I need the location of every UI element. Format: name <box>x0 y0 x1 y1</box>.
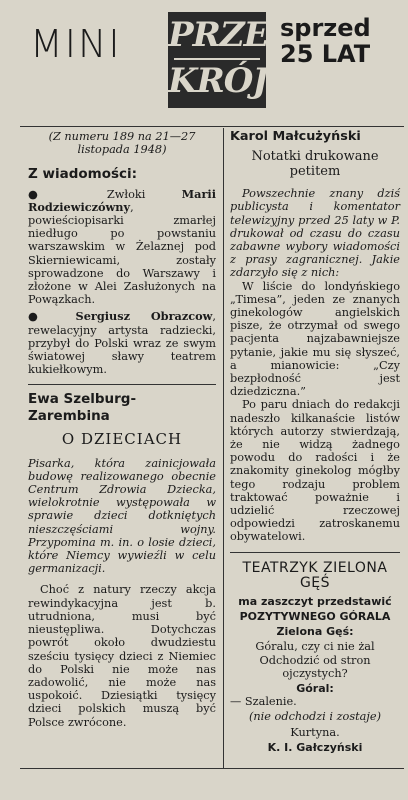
section-divider <box>230 552 400 553</box>
article-body: Choć z natury rzeczy akcja rewindykacyjna jest b. utrudniona, musi być nieustępliwa. Dotychczas powrót około dwudziestu sześciu tysięcy dzieci z Niemiec do Polski nie może nas zadowolić, nie może nas uspokoić. Dziesiątki tysięcy dzieci polskich muszą być Polsce zwrócone. <box>28 583 216 729</box>
bottom-rule <box>20 768 404 769</box>
przekroj-logo <box>168 12 269 108</box>
article-body-1: W liście do londyńskiego „Timesa”, jeden ze znanych ginekologów angielskich pisze, że otrzymał od swego pacjenta najzabawniejsze pytanie, jakie mu się słyszeć, a mianowicie: „Czy bezpłodność jest dziedziczna.” <box>230 279 400 399</box>
article-lead: Pisarka, która zainicjowała budowę realizowanego obecnie Centrum Zdrowia Dziecka, wielokrotnie występowała w sprawie dzieci dotkniętych nieszczęściami wojny. Przypomina m. in. o losie dzieci, które Niemcy wywieźli w celu germanizacji. <box>28 456 216 576</box>
article-author: Karol Małcużyński <box>230 129 361 144</box>
teatrzyk-curtain: Kurtyna. <box>290 725 340 739</box>
teatrzyk-goral: Góral: <box>296 681 334 695</box>
logo-bottom: KRÓJ <box>168 61 268 101</box>
bullet: ● <box>28 187 71 201</box>
section-divider <box>28 384 216 385</box>
news-item-1: ● Zwłoki Marii Rodziewiczówny, powieściopisarki zmarłej niedługo po powstaniu warszawskim w Żelaznej pod Skierniewicami, zostały sprowadzone do Warszawy i złożone w Alei Zasłużonych na Powązkach. <box>28 186 217 307</box>
article-author: Ewa Szelburg-Zarembina <box>28 391 137 425</box>
right-column <box>230 130 400 754</box>
teatrzyk-stage: (nie odchodzi i zostaje) <box>248 710 382 724</box>
bullet: ● <box>28 310 55 324</box>
article-body-2: Po paru dniach do redakcji nadeszło kilkanaście listów których autorzy stwierdzają, że nie widzą żadnego powodu do radości i że znakomity ginekolog mógłby tego rodzaju problem traktować poważnie i udzielić rzeczowej odpowiedzi zatroskanemu obywatelowi. <box>230 398 400 544</box>
article-lead: Powszechnie znany dziś publicysta i komentator telewizyjny przed 25 laty w P. drukował od czasu do czasu zabawne wybory wiadomości z prasy zagranicznej. Jakie zdarzyło się z nich: <box>230 187 400 280</box>
teatrzyk-signature: K. I. Gałczyński <box>267 740 363 754</box>
teatrzyk-line: POZYTYWNEGO GÓRALA <box>239 609 391 623</box>
issue-source: (Z numeru 189 na 21—27 listopada 1948) <box>48 130 196 157</box>
sprzed-label: sprzed <box>280 14 371 42</box>
left-column <box>28 130 216 729</box>
column-divider <box>223 128 224 768</box>
news-heading: Z wiadomości: <box>28 166 138 183</box>
logo-rule <box>174 58 260 60</box>
teatrzyk-title: TEATRZYK ZIELONA GĘŚ <box>242 559 388 591</box>
teatrzyk-line: ma zaszczyt przedstawić <box>238 594 392 608</box>
mini-label: MINI <box>30 22 122 66</box>
article-title: Notatki drukowane petitem <box>251 149 379 180</box>
header-rule <box>20 126 404 127</box>
news-name: Sergiusz Obrazcow <box>54 309 213 324</box>
teatrzyk-question: Góralu, czy ci nie żal Odchodzić od stron ojczystych? <box>255 640 375 680</box>
news-name: Marii Rodziewiczówny <box>28 186 217 214</box>
lat-label: 25 LAT <box>280 40 371 68</box>
logo-top: PRZE <box>168 15 269 55</box>
news-item-2: ● Sergiusz Obrazcow, rewelacyjny artysta radziecki, przybył do Polski wraz ze swym światowej sławy teatrem kukiełkowym. <box>28 309 216 377</box>
teatrzyk-answer: — Szalenie. <box>230 695 297 709</box>
article-title: O DZIECIACH <box>61 430 183 449</box>
column-header <box>0 6 408 116</box>
teatrzyk-line: Zielona Gęś: <box>276 625 354 639</box>
